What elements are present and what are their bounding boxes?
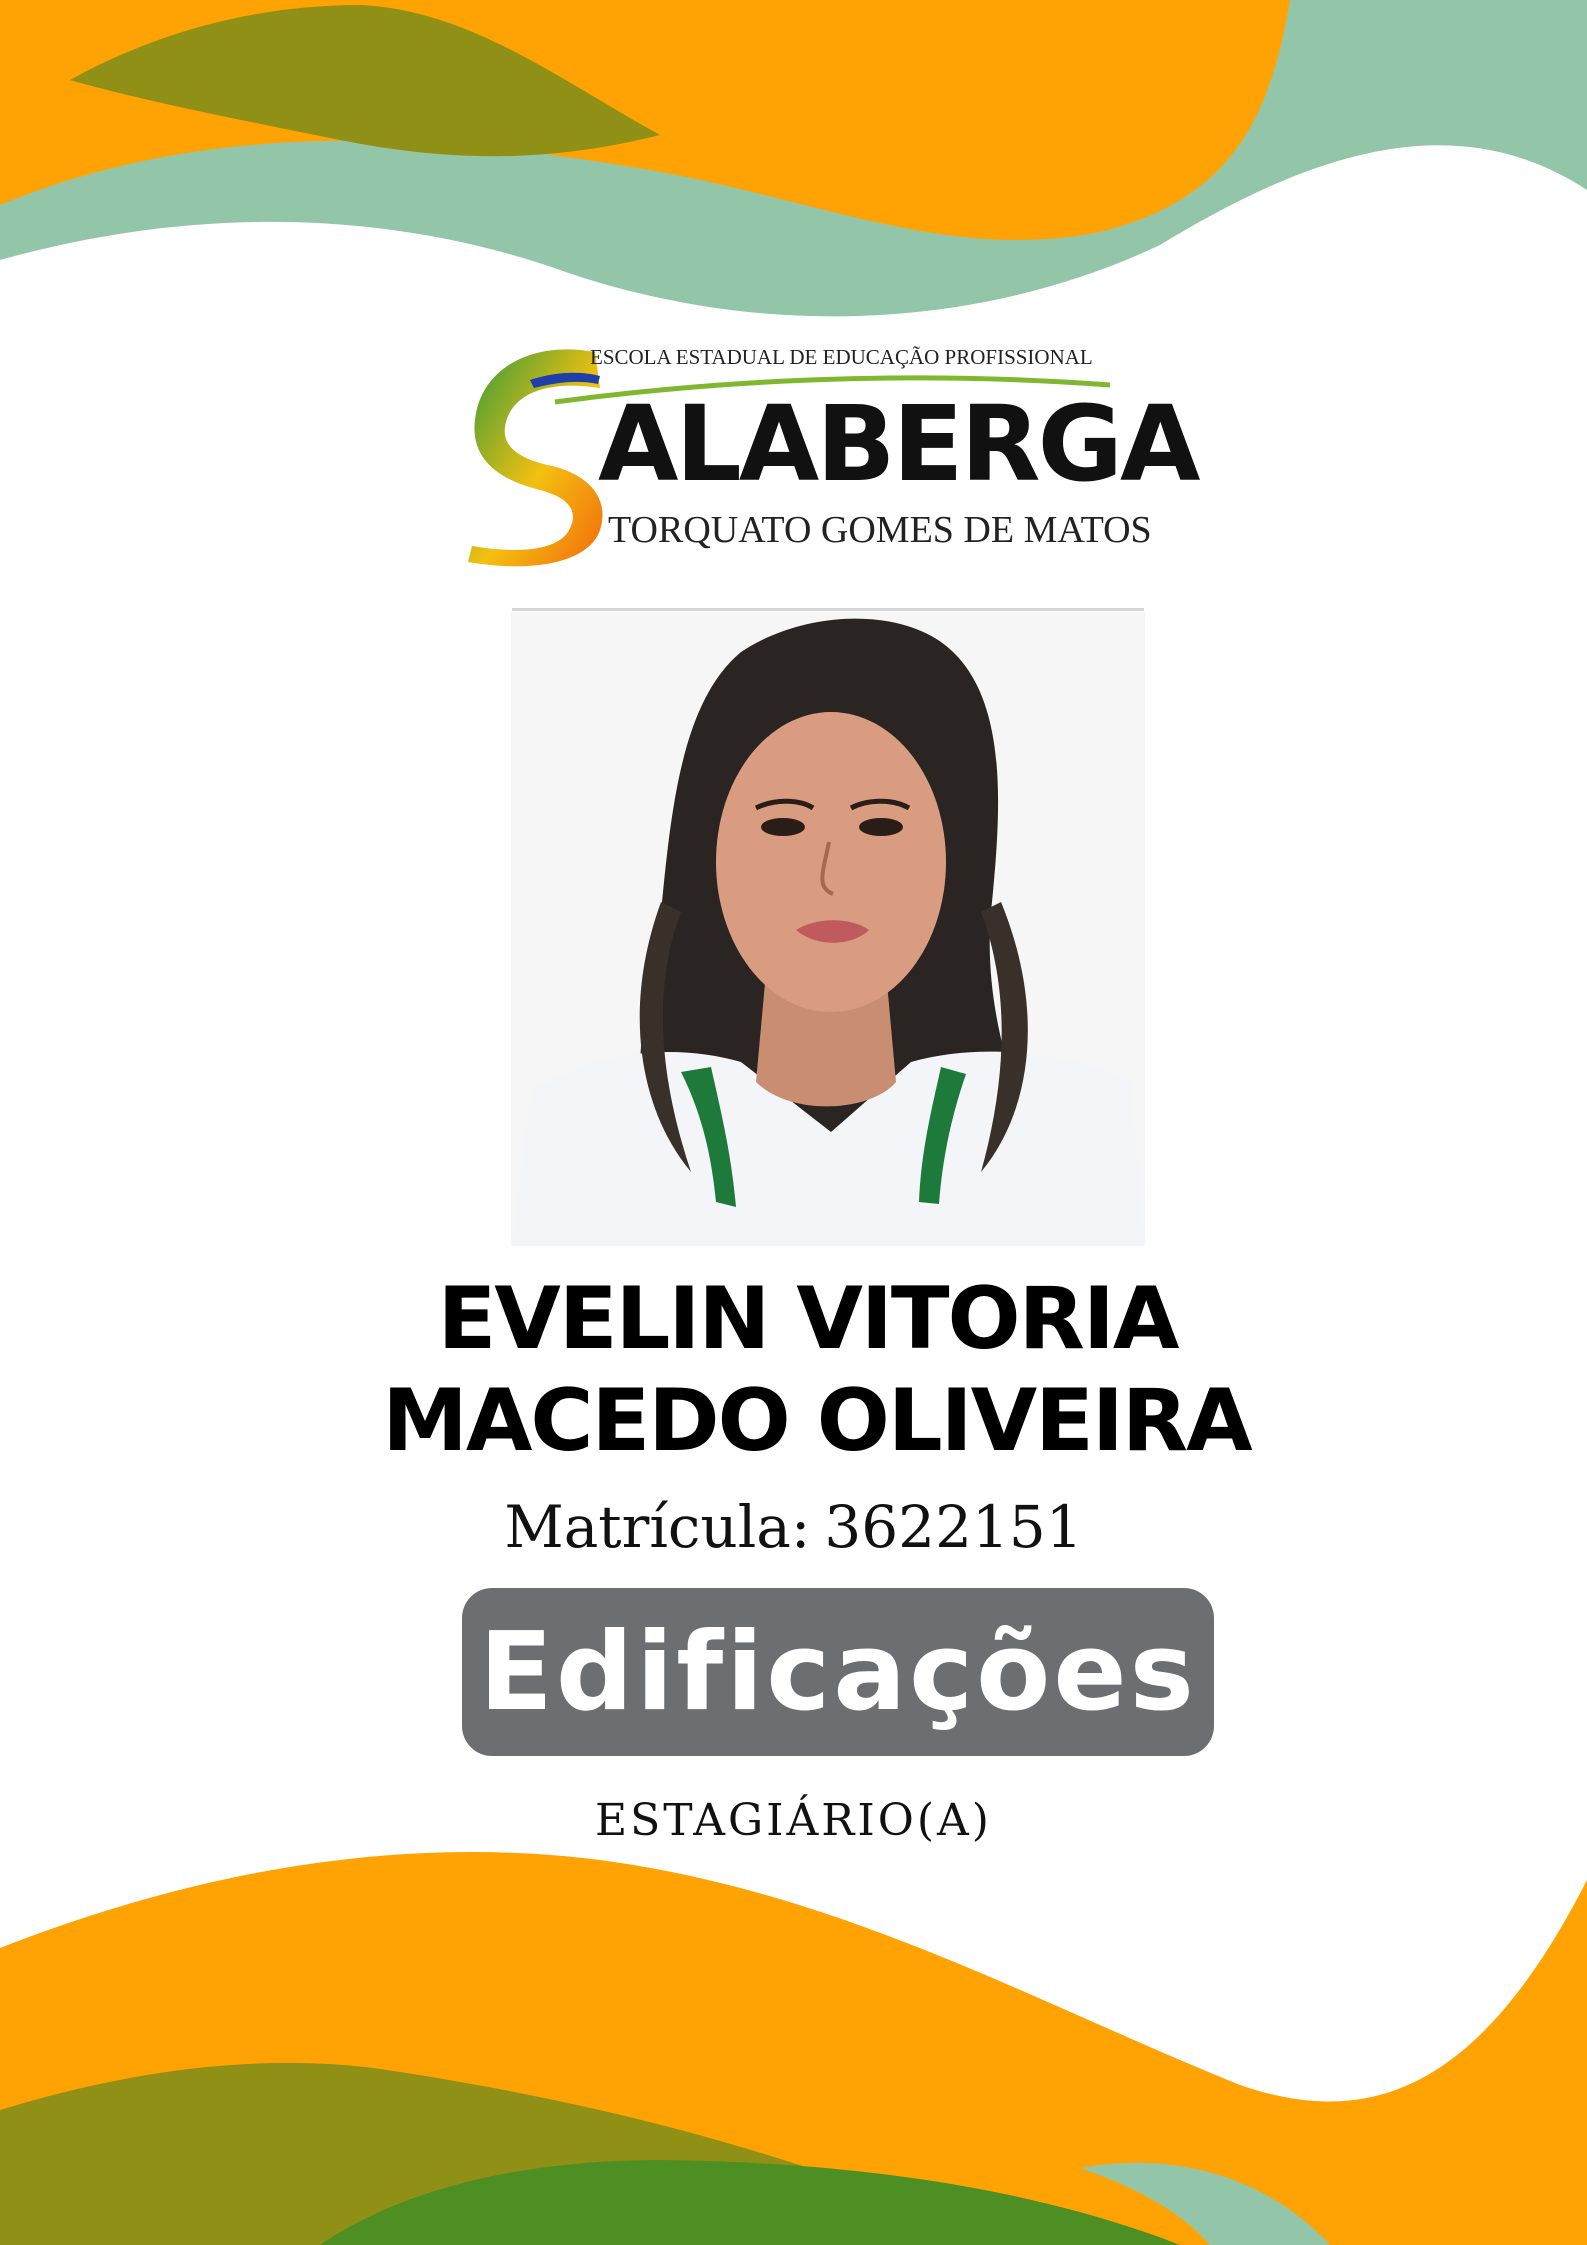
role-label: ESTAGIÁRIO(A) bbox=[595, 1795, 992, 1846]
logo-name-text: ALABERGA bbox=[598, 383, 1198, 505]
student-name-line1: EVELIN VITORIA bbox=[437, 1269, 1178, 1369]
logo-header-text: ESCOLA ESTADUAL DE EDUCAÇÃO PROFISSIONAL bbox=[590, 345, 1093, 369]
logo-subtitle-text: TORQUATO GOMES DE MATOS bbox=[608, 509, 1152, 551]
student-photo bbox=[511, 612, 1145, 1246]
student-name-line2: MACEDO OLIVEIRA bbox=[382, 1371, 1251, 1471]
face-shape bbox=[716, 712, 946, 1012]
registration-number: 3622151 bbox=[824, 1493, 1083, 1561]
logo-divider bbox=[512, 608, 1144, 611]
course-badge bbox=[462, 1588, 1214, 1756]
school-logo bbox=[460, 340, 1200, 570]
registration-label: Matrícula: bbox=[504, 1493, 811, 1561]
course-name: Edificações bbox=[479, 1609, 1197, 1735]
registration bbox=[0, 1493, 1587, 1561]
